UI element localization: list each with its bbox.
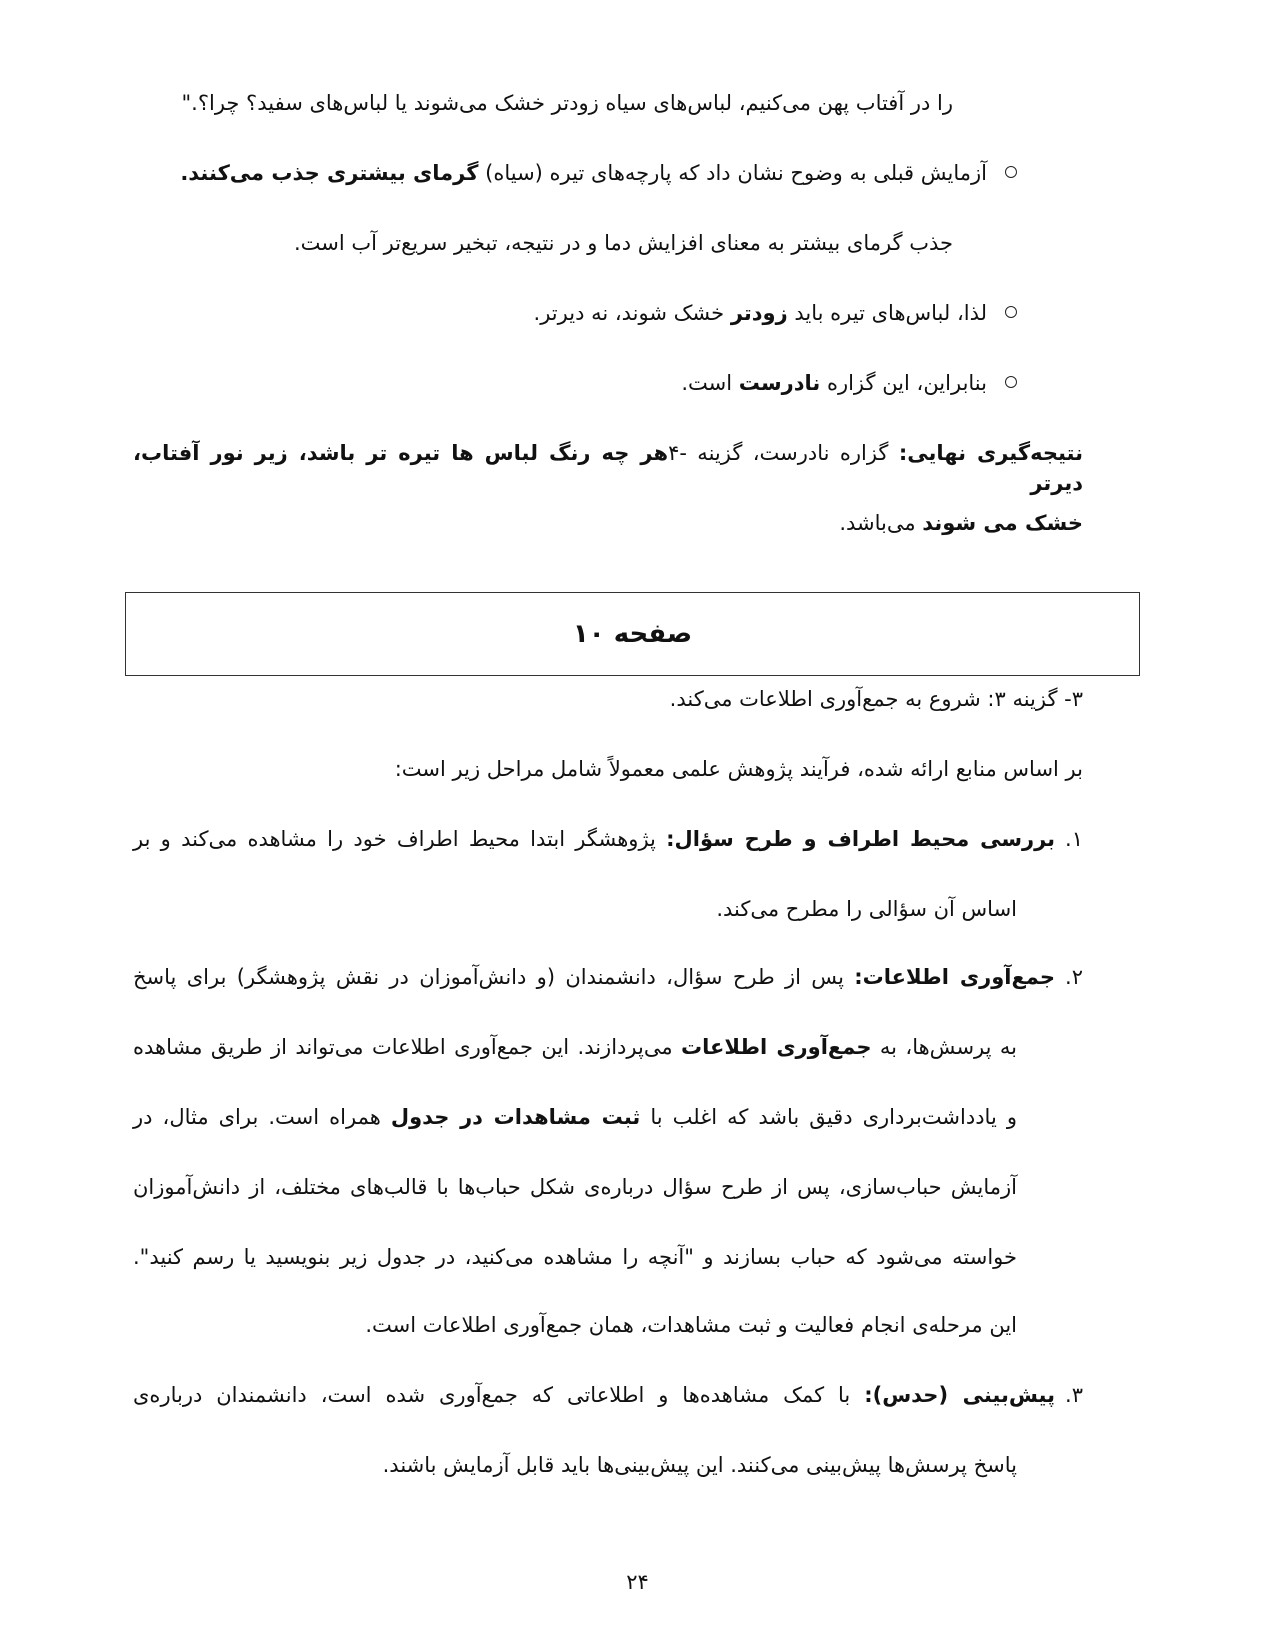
- step-2-text-4: آزمایش حباب‌سازی، پس از طرح سؤال درباره‌ی شکل حباب‌ها با قالب‌های مختلف، از دانش‌آموزان: [133, 1175, 1017, 1199]
- bullet-1-bold-text: گرمای بیشتری جذب می‌کنند.: [180, 161, 479, 185]
- step-1-line-2: [716, 894, 1017, 924]
- quote-tail-text: را در آفتاب پهن می‌کنیم، لباس‌های سیاه زودتر خشک می‌شوند یا لباس‌های سفید؟ چرا؟.": [181, 91, 953, 115]
- answer-option-text: ۳- گزینه ۳: شروع به جمع‌آوری اطلاعات می‌کند.: [669, 687, 1083, 711]
- bullet-3-text-after: است.: [681, 371, 739, 395]
- step-2-text-2-before: به پرسش‌ها، به: [871, 1035, 1017, 1059]
- bullet-1-continuation: [294, 228, 953, 258]
- step-1-text-2: اساس آن سؤالی را مطرح می‌کند.: [716, 897, 1017, 921]
- step-3-line-2: [383, 1450, 1017, 1480]
- section-header-title: صفحه ۱۰: [572, 619, 693, 649]
- step-2-line-4: [133, 1172, 1017, 1202]
- step-2-text-2-after: می‌پردازند. این جمع‌آوری اطلاعات می‌تواند از طریق مشاهده: [133, 1035, 681, 1059]
- hollow-circle-bullet-icon: [1005, 306, 1017, 318]
- hollow-circle-bullet-icon: [1005, 166, 1017, 178]
- conclusion-normal-text: گزاره نادرست، گزینه -۴: [668, 441, 899, 465]
- section-header-box: [125, 592, 1140, 676]
- hollow-circle-bullet-icon: [1005, 376, 1017, 388]
- step-2-line-2: [133, 1032, 1017, 1062]
- step-2-text-1: پس از طرح سؤال، دانشمندان (و دانش‌آموزان در نقش پژوهشگر) برای پاسخ: [133, 965, 855, 989]
- conclusion-bold-text-2: خشک می شوند: [922, 511, 1083, 535]
- answer-option-line: [670, 684, 1083, 714]
- step-2-number: ۲.: [1065, 965, 1083, 989]
- step-2-line-1: [133, 962, 1083, 992]
- step-2-line-5: [133, 1242, 1017, 1272]
- answer-intro-text: بر اساس منابع ارائه شده، فرآیند پژوهش علمی معمولاً شامل مراحل زیر است:: [394, 757, 1083, 781]
- bullet-item-2: [534, 298, 1017, 328]
- conclusion-bold-text: هر چه رنگ لباس ها تیره تر باشد، زیر نور آفتاب، دیرتر: [133, 441, 1083, 495]
- bullet-item-1: [180, 158, 1017, 188]
- step-2-bold-3: ثبت مشاهدات در جدول: [390, 1105, 641, 1129]
- conclusion-tail: می‌باشد.: [839, 511, 923, 535]
- page-number: ۲۴: [626, 1570, 649, 1594]
- quote-tail-line: [182, 88, 954, 118]
- step-2-title: جمع‌آوری اطلاعات:: [854, 965, 1056, 989]
- conclusion-line-1: [133, 438, 1083, 498]
- bullet-2-text-after: خشک شوند، نه دیرتر.: [533, 301, 731, 325]
- bullet-2-bold: زودتر: [730, 301, 788, 325]
- step-2-text-6: این مرحله‌ی انجام فعالیت و ثبت مشاهدات، همان جمع‌آوری اطلاعات است.: [365, 1313, 1017, 1337]
- step-3-title: پیش‌بینی (حدس):: [864, 1383, 1056, 1407]
- step-2-line-3: [133, 1102, 1017, 1132]
- step-3-number: ۳.: [1065, 1383, 1083, 1407]
- bullet-3-bold: نادرست: [738, 371, 821, 395]
- bullet-item-3: [681, 368, 1017, 398]
- bullet-1-line-2: جذب گرمای بیشتر به معنای افزایش دما و در نتیجه، تبخیر سریع‌تر آب است.: [294, 231, 953, 255]
- step-2-line-6: [365, 1310, 1017, 1340]
- step-2-text-3-before: و یادداشت‌برداری دقیق باشد که اغلب با: [640, 1105, 1017, 1129]
- step-2-text-5: خواسته می‌شود که حباب بسازند و "آنچه را مشاهده می‌کنید، در جدول زیر بنویسید یا رسم کنید".: [133, 1245, 1017, 1269]
- step-1-line-1: [133, 824, 1083, 854]
- step-1-text: پژوهشگر ابتدا محیط اطراف خود را مشاهده می‌کند و بر: [133, 827, 667, 851]
- conclusion-label: نتیجه‌گیری نهایی:: [898, 441, 1083, 465]
- step-3-text-2: پاسخ پرسش‌ها پیش‌بینی می‌کنند. این پیش‌بینی‌ها باید قابل آزمایش باشند.: [382, 1453, 1017, 1477]
- bullet-2-text-before: لذا، لباس‌های تیره باید: [787, 301, 987, 325]
- answer-intro-line: [395, 754, 1083, 784]
- step-2-text-3-after: همراه است. برای مثال، در: [133, 1105, 391, 1129]
- step-2-bold-2: جمع‌آوری اطلاعات: [681, 1035, 872, 1059]
- step-3-text: با کمک مشاهده‌ها و اطلاعاتی که جمع‌آوری شده است، دانشمندان درباره‌ی: [133, 1383, 865, 1407]
- bullet-3-text-before: بنابراین، این گزاره: [820, 371, 987, 395]
- step-3-line-1: [133, 1380, 1083, 1410]
- bullet-1-text: آزمایش قبلی به وضوح نشان داد که پارچه‌های تیره (سیاه): [478, 161, 987, 185]
- step-1-title: بررسی محیط اطراف و طرح سؤال:: [666, 827, 1056, 851]
- conclusion-line-2: [839, 508, 1083, 538]
- step-1-number: ۱.: [1065, 827, 1083, 851]
